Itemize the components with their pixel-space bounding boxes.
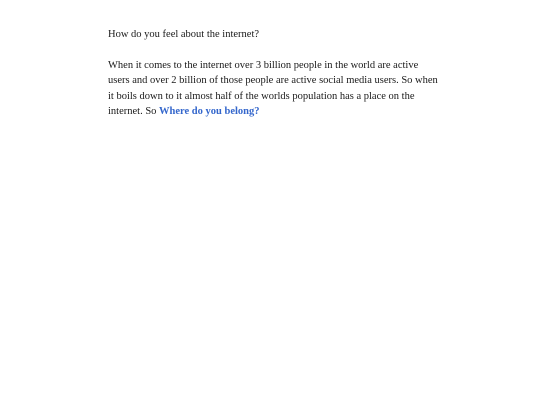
body-paragraph <box>108 58 438 120</box>
where-do-you-belong-link[interactable]: Where do you belong? <box>159 106 260 117</box>
document-body <box>108 27 438 120</box>
paragraph-text: When it comes to the internet over 3 billion people in the world are active users and over 2 billion of those people are active social media users. So when it boils down to it almost half of the worlds population has a place on the internet. So <box>108 59 438 117</box>
question-heading: How do you feel about the internet? <box>108 29 260 40</box>
